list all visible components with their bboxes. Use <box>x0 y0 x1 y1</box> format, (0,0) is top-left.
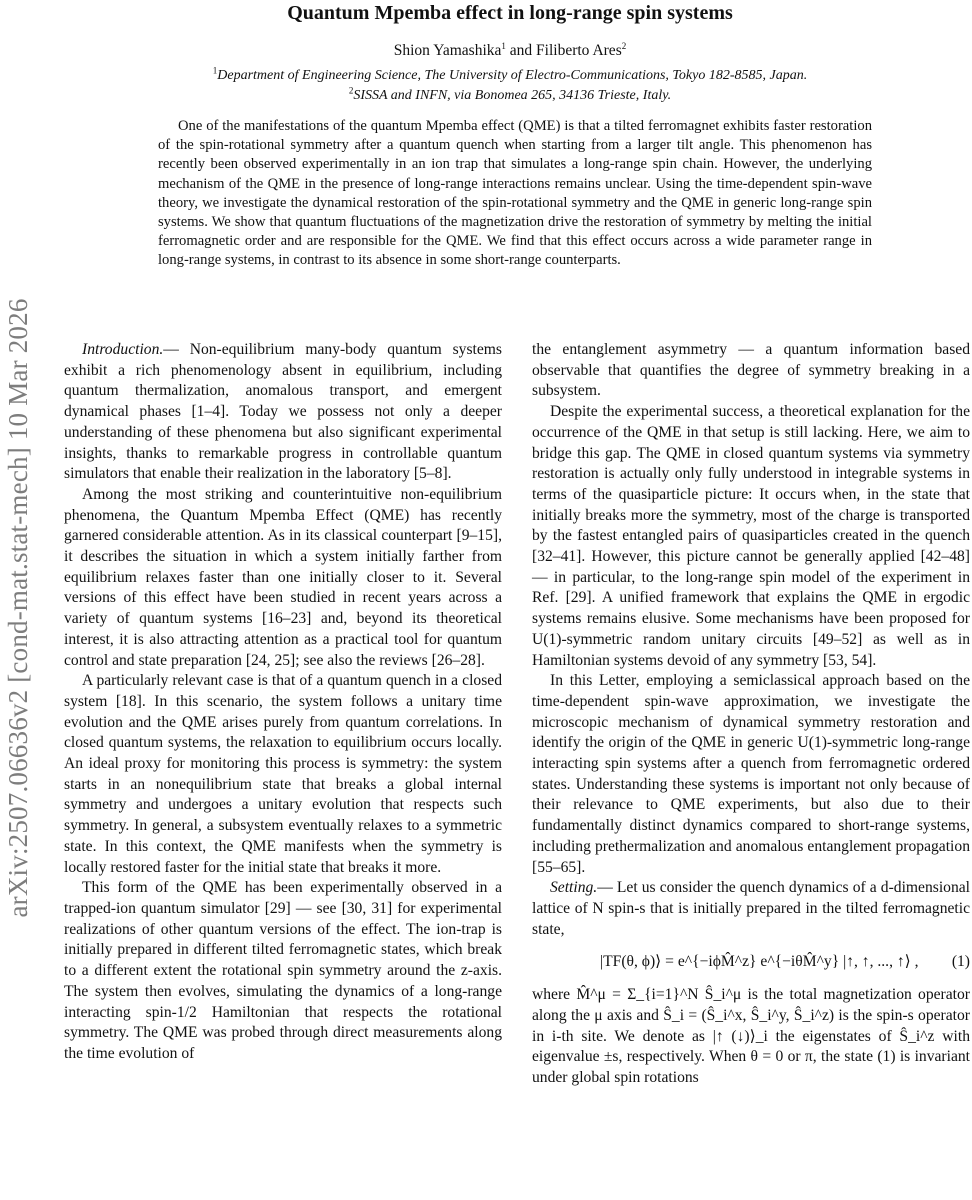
author-name: Shion Yamashika <box>393 42 502 59</box>
equation <box>532 952 970 973</box>
affiliation-mark: 1 <box>501 40 506 51</box>
abstract: One of the manifestations of the quantum Mpemba effect (QME) is that a tilted ferromagnet exhibits faster restoration of the spin-rotational symmetry after a quantum quench when starting from a larger tilt angle. This phenomenon has recently been observed experimentally in an ion trap that simulates a long-range spin chain. However, the underlying mechanism of the QME in the presence of long-range interactions remains unclear. Using the time-dependent spin-wave theory, we investigate the dynamical restoration of the spin-rotational symmetry and the QME in generic long-range spin systems. We show that quantum fluctuations of the magnetization drive the restoration of symmetry by melting the initial ferromagnetic order and are responsible for the QME. We find that this effect occurs across a wide parameter range in long-range systems, in contrast to its absence in some short-range counterparts. <box>158 118 872 269</box>
equation-body: |TF(θ, ϕ)⟩ = e^{−iϕM̂^z} e^{−iθM̂^y} |↑, ↑, ..., ↑⟩ , <box>600 953 919 971</box>
affiliation-mark: 2 <box>621 40 627 51</box>
right-column <box>532 340 970 1089</box>
paragraph-text: — Let us consider the quench dynamics of a d-dimensional lattice of N spin-s that is initially prepared in the tilted ferromagnetic state, <box>532 879 970 938</box>
affiliation-text: Department of Engineering Science, The University of Electro-Communications, Tokyo 182-8585, Japan. <box>217 68 808 83</box>
paragraph: This form of the QME has been experimentally observed in a trapped-ion quantum simulator [29] — see [30, 31] for experimental realizations of other quantum versions of the effect. The ion-trap is initially prepared in different tilted ferromagnetic states, which break to a different extent the rotational spin symmetry around the z-axis. The system then evolves, simulating the dynamics of a long-range interacting spin-1/2 Hamiltonian that respects the rotational symmetry. The QME was probed through direct measurements along the time evolution of <box>64 879 502 1062</box>
left-column <box>64 340 502 1065</box>
affiliation-mark: 1 <box>212 65 218 76</box>
affiliation-text: SISSA and INFN, via Bonomea 265, 34136 Trieste, Italy. <box>353 88 672 103</box>
paragraph: In this Letter, employing a semiclassical approach based on the time-dependent spin-wave approximation, we investigate the microscopic mechanism of dynamical symmetry restoration and identify the origin of the QME in generic U(1)-symmetric long-range interacting spin systems after a quench from ferromagnetic ordered states. Understanding these systems is important not only because of their relevance to QME experiments, but also due to their fundamentally distinct dynamics compared to short-range systems, including prethermalization and anomalous entanglement propagation [55–65]. <box>532 672 970 876</box>
paragraph-text: — Non-equilibrium many-body quantum systems exhibit a rich phenomenology absent in equilibrium, including quantum thermalization, anomalous transport, and emergent dynamical phases [1–4]. Today we possess not only a deeper understanding of these phenomena but also significant experimental insights, thanks to remarkable progress in controllable quantum simulators that enable their realization in the laboratory [5–8]. <box>64 341 502 483</box>
section-heading: Introduction. <box>82 341 164 358</box>
paragraph: A particularly relevant case is that of a quantum quench in a closed system [18]. In this scenario, the system follows a unitary time evolution and the QME arises purely from quantum correlations. In closed quantum systems, the relaxation to equilibrium occurs locally. An ideal proxy for monitoring this process is symmetry: the system starts in an nonequilibrium state that breaks a global internal symmetry and undergoes a unitary evolution that respects such symmetry. In general, a subsystem eventually relaxes to a symmetric state. In this context, the QME manifests when the symmetry is locally restored faster for the initial state that breaks it more. <box>64 672 502 876</box>
author-separator: and <box>505 42 537 59</box>
paragraph <box>64 340 502 485</box>
author-name: Filiberto Ares <box>536 42 622 59</box>
paragraph: Despite the experimental success, a theoretical explanation for the occurrence of the QME in that setup is still lacking. Here, we aim to bridge this gap. The QME in closed quantum systems via symmetry restoration is actually only fully understood in integrable systems in terms of the quasiparticle picture: It occurs when, in the state that initially breaks more the symmetry, most of the charge is transported by the fastest entangled pairs of quasiparticles created in the quench [32–41]. However, this picture cannot be generally applied [42–48] — in particular, to the long-range spin model of the experiment in Ref. [29]. A unified framework that explains the QME in ergodic systems remains elusive. Some mechanisms have been proposed for U(1)-symmetric random unitary circuits [49–52] as well as in Hamiltonian systems devoid of any symmetry [53, 54]. <box>532 403 970 669</box>
paragraph: where M̂^μ = Σ_{i=1}^N Ŝ_i^μ is the total magnetization operator along the μ axis and Ŝ_i = (Ŝ_i^x, Ŝ_i^y, Ŝ_i^z) is the spin-s operator in i-th site. We denote as |↑ (↓)⟩_i the eigenstates of Ŝ_i^z with eigenvalue ±s, respectively. When θ = 0 or π, the state (1) is invariant under global spin rotations <box>532 986 970 1086</box>
affiliation <box>60 65 960 84</box>
author-list <box>60 42 960 60</box>
affiliation-mark: 2 <box>348 85 354 96</box>
paragraph <box>532 878 970 940</box>
paper-title: Quantum Mpemba effect in long-range spin systems <box>287 2 733 24</box>
section-heading: Setting. <box>550 879 598 897</box>
affiliation <box>60 85 960 104</box>
equation-number: (1) <box>951 953 970 971</box>
paragraph: the entanglement asymmetry — a quantum information based observable that quantifies the degree of symmetry breaking in a subsystem. <box>532 341 970 400</box>
arxiv-identifier: arXiv:2507.06636v2 [cond-mat.stat-mech] 10 Mar 2026 <box>3 298 33 918</box>
paragraph: Among the most striking and counterintuitive non-equilibrium phenomena, the Quantum Mpemba Effect (QME) has recently garnered considerable attention. As in its classical counterpart [9–15], it describes the situation in which a system initially farther from equilibrium relaxes faster than one initially closer to it. Several versions of this effect have been studied in recent years across a variety of quantum systems [16–23] and, beyond its theoretical interest, it is also attracting attention as a practical tool for quantum control and state preparation [24, 25]; see also the reviews [26–28]. <box>64 485 502 669</box>
